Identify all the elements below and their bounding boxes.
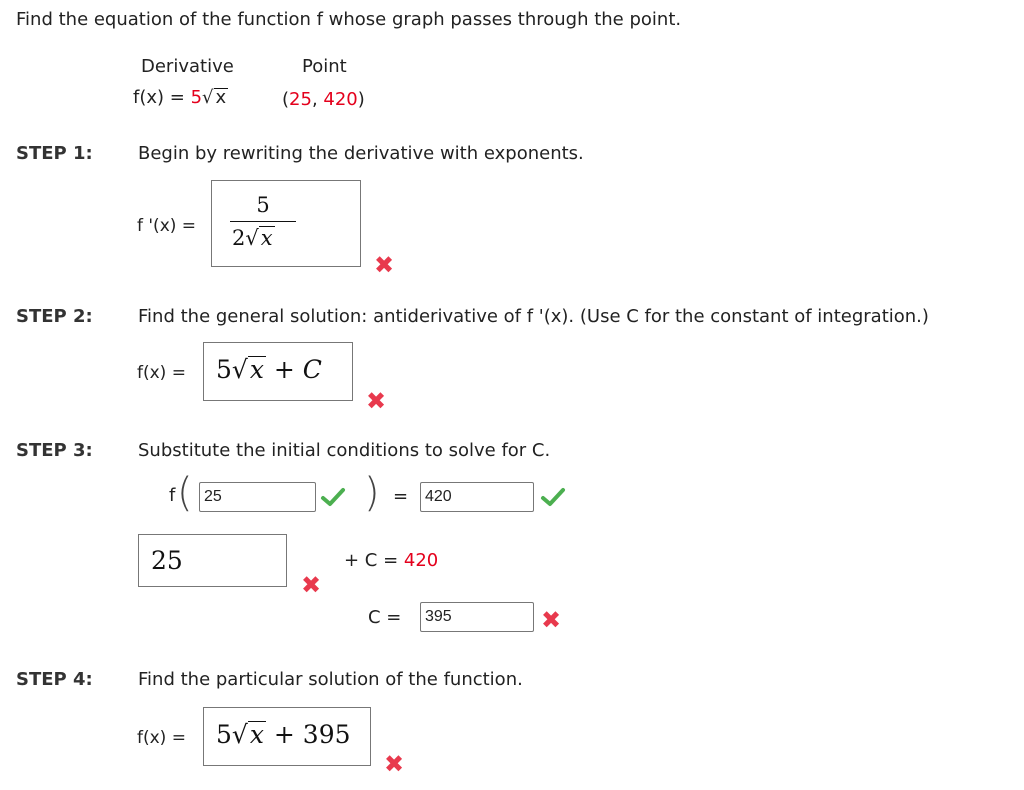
step-3-value: 25	[151, 546, 183, 575]
step-3-value-box[interactable]	[138, 534, 287, 587]
step-2-lhs: f(x) =	[137, 363, 186, 383]
x-mark-icon: ✖	[384, 750, 405, 778]
question-text: Find the equation of the function f whose graph passes through the point.	[16, 9, 682, 30]
point-header: Point	[302, 56, 347, 77]
x-mark-icon: ✖	[366, 387, 387, 415]
step-2-instruction: Find the general solution: antiderivative of f '(x). (Use C for the constant of integration.)	[138, 306, 929, 327]
step-4-instruction: Find the particular solution of the function.	[138, 669, 523, 690]
step-4-lhs: f(x) =	[137, 728, 186, 748]
step-3-instruction: Substitute the initial conditions to solve for C.	[138, 440, 551, 461]
step-3-label: STEP 3:	[16, 440, 93, 461]
derivative-expression: f(x) = 5√ x	[133, 87, 227, 108]
equals-sign: =	[393, 486, 409, 507]
open-paren: (	[177, 470, 193, 516]
close-paren: )	[364, 470, 380, 516]
c-label: C =	[368, 607, 402, 628]
sqrt-symbol: √	[202, 87, 214, 108]
step-1-label: STEP 1:	[16, 143, 93, 164]
derivative-header: Derivative	[141, 56, 234, 77]
function-label: f	[169, 485, 176, 506]
fraction-bar	[230, 221, 296, 222]
answer-numerator: 5	[256, 193, 270, 217]
step-4-answer-box[interactable]	[203, 707, 371, 766]
step-4-label: STEP 4:	[16, 669, 93, 690]
step-1-answer-box[interactable]	[211, 180, 361, 267]
step-2-answer: 5√x + C	[216, 355, 322, 384]
step-1-lhs: f '(x) =	[137, 216, 197, 236]
x-mark-icon: ✖	[301, 571, 322, 599]
step-3-x-input[interactable]	[199, 482, 316, 512]
check-mark-icon	[540, 487, 566, 507]
answer-denominator: 2√x	[232, 226, 273, 250]
step-3-y-input[interactable]	[420, 482, 534, 512]
step-2-label: STEP 2:	[16, 306, 93, 327]
point-expression: (25, 420)	[282, 89, 365, 110]
step-4-answer: 5√x + 395	[216, 720, 351, 749]
x-mark-icon: ✖	[541, 606, 562, 634]
step-1-instruction: Begin by rewriting the derivative with exponents.	[138, 143, 584, 164]
plus-c-equation: + C = 420	[344, 550, 439, 571]
step-2-answer-box[interactable]	[203, 342, 353, 401]
step-3-c-input[interactable]	[420, 602, 534, 632]
x-mark-icon: ✖	[374, 251, 395, 279]
check-mark-icon	[320, 487, 346, 507]
